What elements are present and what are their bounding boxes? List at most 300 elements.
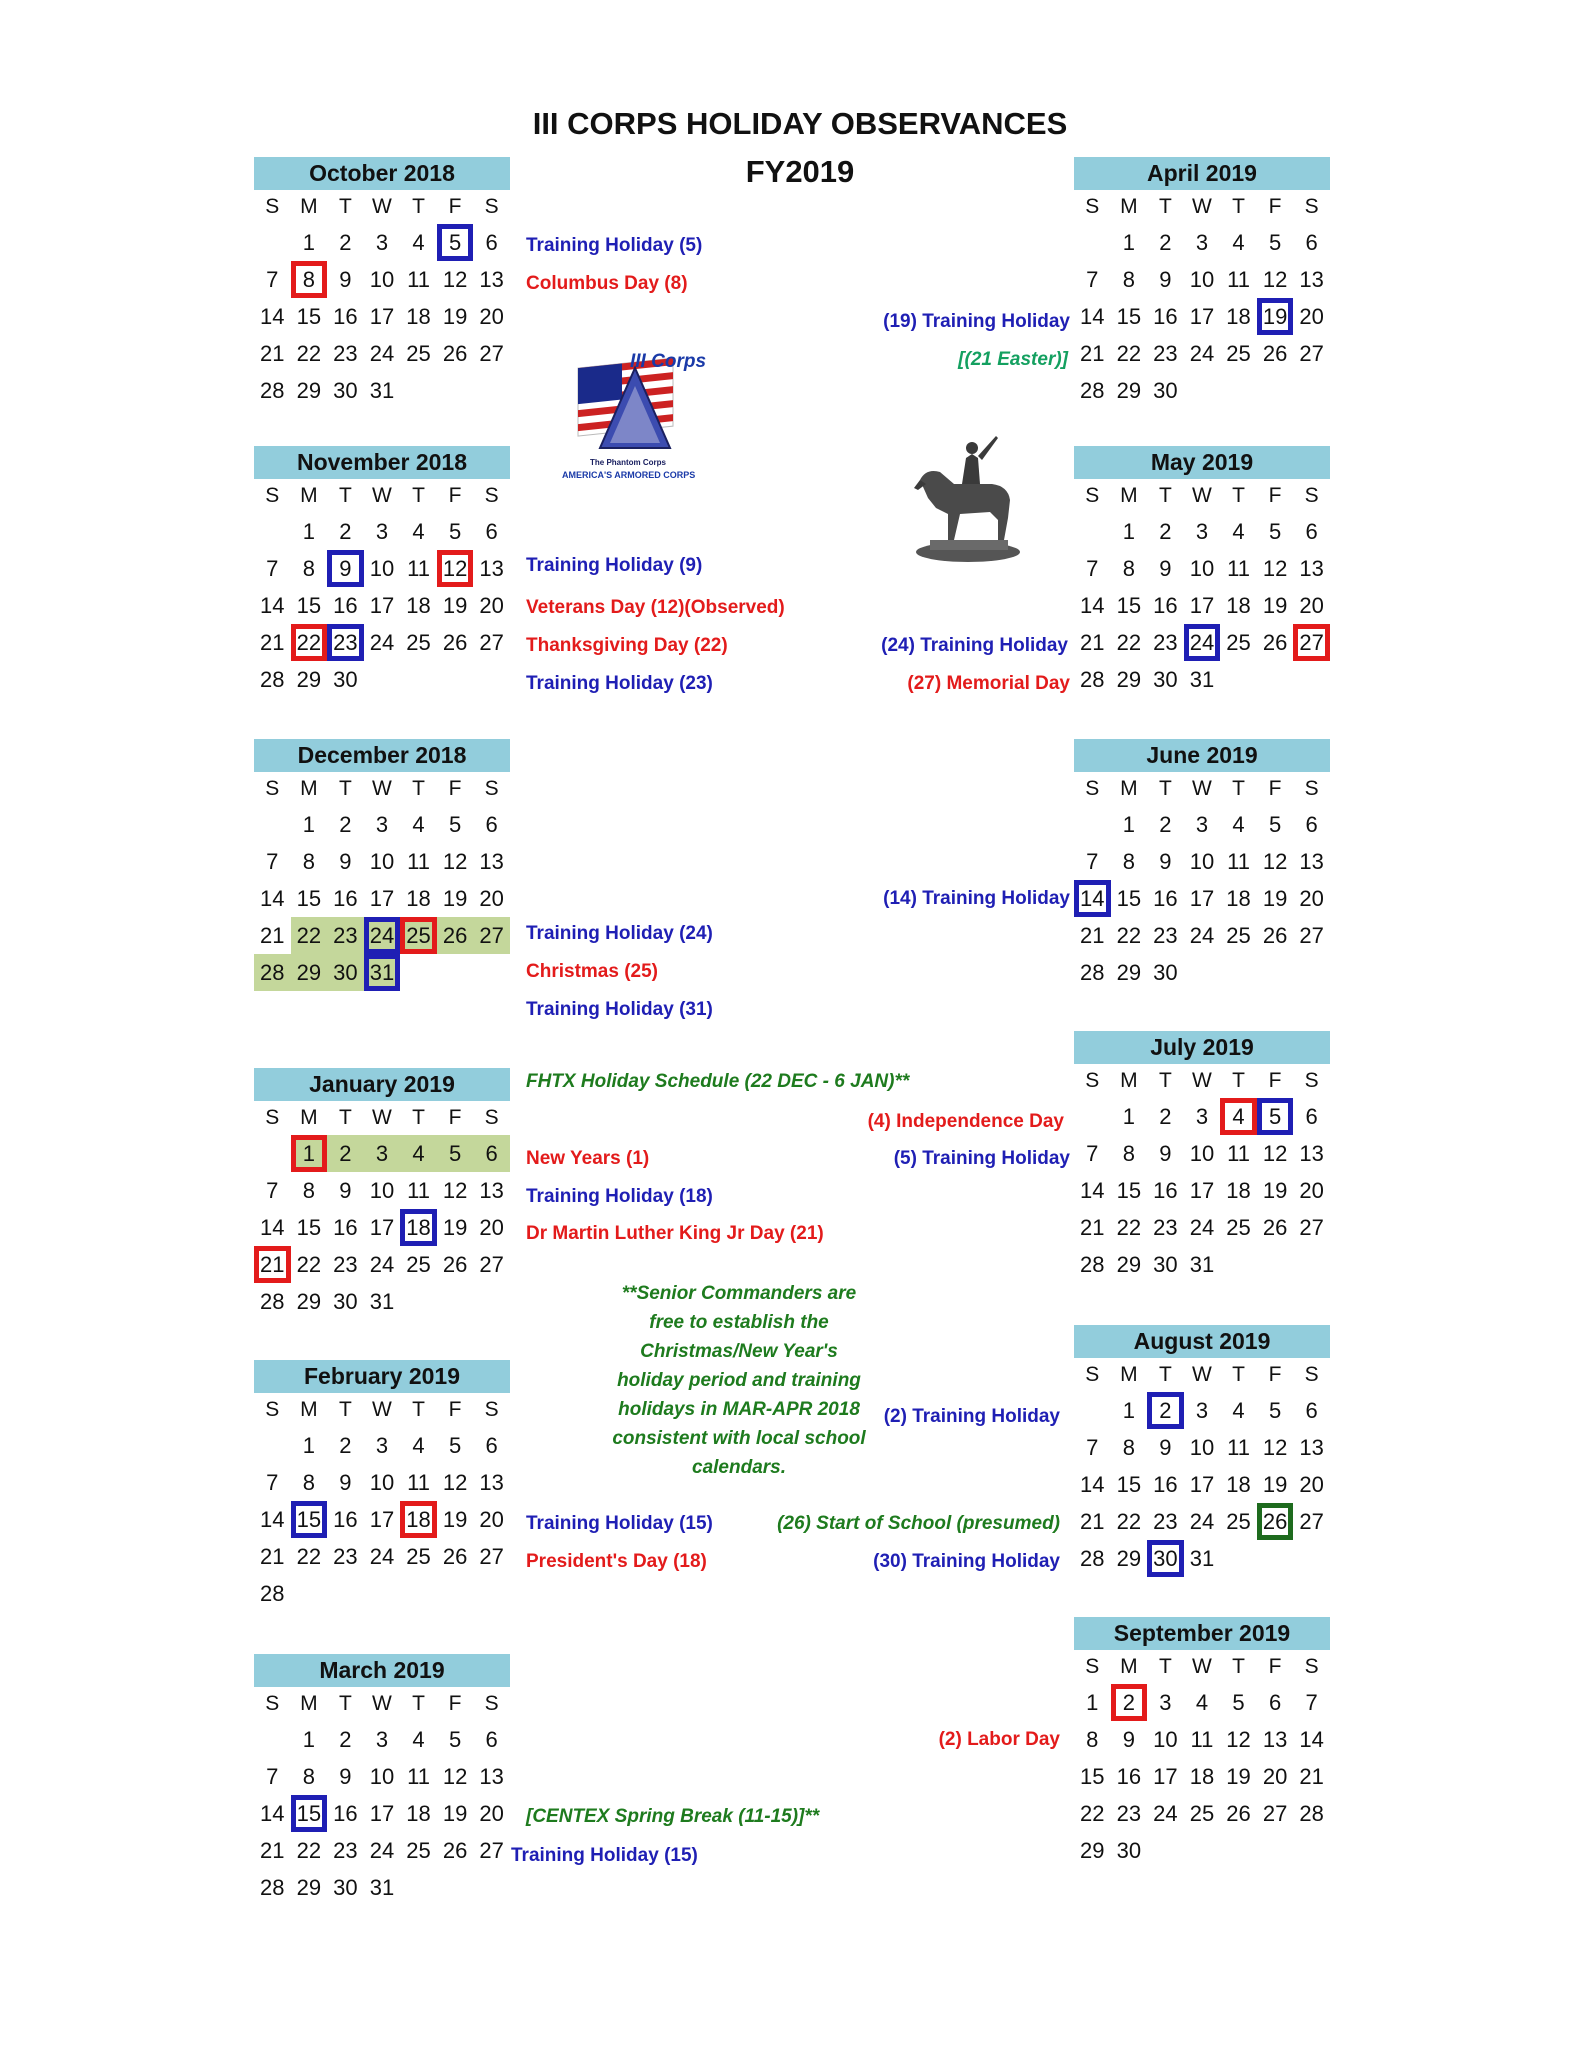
weekday-label: W xyxy=(1192,777,1212,800)
week-row xyxy=(254,880,510,917)
day-cell: 29 xyxy=(1080,1837,1105,1863)
weekday-label: T xyxy=(412,484,425,507)
senior-note-line: holiday period and training xyxy=(617,1370,861,1391)
week-row xyxy=(254,1464,510,1501)
day-cell: 10 xyxy=(369,1177,395,1203)
empty-day xyxy=(1220,1540,1257,1577)
week-row xyxy=(1074,624,1330,661)
weekday-label: S xyxy=(1304,1655,1319,1678)
day-cell: 23 xyxy=(1116,1800,1142,1826)
day-cell: 8 xyxy=(302,1177,315,1203)
day-cell: 6 xyxy=(1305,1397,1318,1423)
day-cell: 28 xyxy=(1080,666,1105,692)
day-cell: 25 xyxy=(1226,1214,1251,1240)
week-row xyxy=(1074,1684,1330,1721)
note-centex-spring-break: [CENTEX Spring Break (11-15)]** xyxy=(526,1806,820,1827)
day-cell: 23 xyxy=(327,917,364,954)
day-cell: 21 xyxy=(1080,1508,1105,1534)
day-cell: 21 xyxy=(260,1543,285,1569)
day-cell: 8 xyxy=(1122,1434,1135,1460)
day-cell: 12 xyxy=(1262,266,1288,292)
week-row xyxy=(1074,224,1330,261)
empty-day xyxy=(1293,1832,1330,1869)
senior-note-line: consistent with local school xyxy=(612,1428,866,1449)
day-cell: 29 xyxy=(291,954,328,991)
day-cell: 1 xyxy=(1086,1689,1099,1715)
calendar-april-2019 xyxy=(1074,157,1330,409)
day-cell: 5 xyxy=(437,224,474,261)
calendar-november-2018 xyxy=(254,446,510,698)
note-apr-training-holiday-19: (19) Training Holiday xyxy=(883,311,1070,332)
day-cell: 6 xyxy=(485,229,498,255)
day-cell: 22 xyxy=(291,624,328,661)
day-cell: 8 xyxy=(291,261,328,298)
weekday-row xyxy=(1074,1650,1330,1684)
fiscal-year-title: FY2019 xyxy=(745,154,855,189)
day-cell: 19 xyxy=(442,1800,468,1826)
day-cell: 22 xyxy=(1116,1508,1142,1534)
day-cell: 23 xyxy=(327,624,364,661)
day-cell: 19 xyxy=(442,1214,468,1240)
day-cell: 19 xyxy=(1262,592,1288,618)
weekday-label: T xyxy=(1232,195,1245,218)
month-header: November 2018 xyxy=(254,446,510,479)
day-cell: 14 xyxy=(1299,1726,1324,1752)
day-cell: 2 xyxy=(1159,229,1172,255)
empty-day xyxy=(254,806,291,843)
weekday-label: M xyxy=(1120,195,1138,218)
day-cell: 12 xyxy=(442,1469,468,1495)
day-cell: 3 xyxy=(1159,1689,1172,1715)
weekday-row xyxy=(1074,1358,1330,1392)
senior-commanders-note xyxy=(604,1279,874,1482)
week-row xyxy=(1074,1795,1330,1832)
weekday-label: F xyxy=(1268,195,1282,218)
day-cell: 21 xyxy=(1080,1214,1105,1240)
day-cell: 23 xyxy=(1153,340,1178,366)
day-cell: 9 xyxy=(1159,1434,1172,1460)
empty-day xyxy=(1293,1246,1330,1283)
week-row xyxy=(1074,513,1330,550)
day-cell: 16 xyxy=(1153,592,1178,618)
day-cell: 8 xyxy=(302,555,315,581)
day-cell: 28 xyxy=(1299,1800,1324,1826)
week-row xyxy=(1074,954,1330,991)
day-cell: 30 xyxy=(333,666,358,692)
day-cell: 14 xyxy=(260,303,285,329)
week-row xyxy=(1074,1135,1330,1172)
weekday-label: T xyxy=(1158,484,1172,507)
weekday-label: S xyxy=(484,1692,499,1715)
day-cell: 8 xyxy=(1122,1140,1135,1166)
day-cell: 18 xyxy=(406,303,431,329)
week-row xyxy=(254,224,510,261)
day-cell: 15 xyxy=(1116,1471,1142,1497)
week-row xyxy=(254,1758,510,1795)
calendar-august-2019 xyxy=(1074,1325,1330,1577)
day-cell: 27 xyxy=(479,340,504,366)
day-cell: 1 xyxy=(1122,1103,1135,1129)
day-cell: 19 xyxy=(442,1506,468,1532)
week-row xyxy=(1074,806,1330,843)
day-cell: 17 xyxy=(369,1506,395,1532)
empty-day xyxy=(1074,1392,1111,1429)
day-cell: 17 xyxy=(369,885,395,911)
day-cell: 22 xyxy=(296,1251,322,1277)
note-oct-training-holiday: Training Holiday (5) xyxy=(526,235,703,256)
week-row xyxy=(1074,1721,1330,1758)
day-cell: 15 xyxy=(291,1795,328,1832)
day-cell: 13 xyxy=(1299,1140,1324,1166)
note-mlk-day: Dr Martin Luther King Jr Day (21) xyxy=(526,1223,824,1244)
calendar-july-2019 xyxy=(1074,1031,1330,1283)
day-cell: 23 xyxy=(333,1543,358,1569)
day-cell: 11 xyxy=(1227,848,1250,874)
week-row xyxy=(1074,1832,1330,1869)
day-cell: 22 xyxy=(296,340,322,366)
day-cell: 27 xyxy=(479,1251,504,1277)
day-cell: 24 xyxy=(1189,1214,1215,1240)
day-cell: 4 xyxy=(400,1135,437,1172)
day-cell: 31 xyxy=(369,1874,395,1900)
weekday-label: F xyxy=(448,1106,462,1129)
day-cell: 24 xyxy=(369,1251,395,1277)
weekday-label: M xyxy=(1120,1655,1138,1678)
day-cell: 16 xyxy=(333,1506,358,1532)
day-cell: 28 xyxy=(260,1874,285,1900)
day-cell: 16 xyxy=(1153,1177,1178,1203)
day-cell: 26 xyxy=(1226,1800,1251,1826)
day-cell: 10 xyxy=(1189,1434,1215,1460)
note-may-training-holiday-24: (24) Training Holiday xyxy=(881,635,1068,656)
day-cell: 24 xyxy=(364,917,401,954)
note-aug-training-holiday-2: (2) Training Holiday xyxy=(883,1406,1060,1427)
day-cell: 6 xyxy=(1305,229,1318,255)
day-cell: 25 xyxy=(1226,629,1251,655)
day-cell: 1 xyxy=(1122,1397,1135,1423)
day-cell: 27 xyxy=(479,629,504,655)
weekday-row xyxy=(254,479,510,513)
day-cell: 9 xyxy=(1122,1726,1135,1752)
empty-day xyxy=(1293,372,1330,409)
day-cell: 18 xyxy=(1226,885,1251,911)
day-cell: 16 xyxy=(333,303,358,329)
day-cell: 28 xyxy=(1080,1545,1105,1571)
day-cell: 5 xyxy=(1268,229,1282,255)
week-row xyxy=(254,917,510,954)
day-cell: 10 xyxy=(1189,555,1215,581)
day-cell: 8 xyxy=(1122,555,1135,581)
month-header: September 2019 xyxy=(1074,1617,1330,1650)
weekday-label: S xyxy=(484,1106,499,1129)
day-cell: 12 xyxy=(437,550,474,587)
empty-day xyxy=(1257,1540,1294,1577)
day-cell: 19 xyxy=(1262,885,1288,911)
day-cell: 30 xyxy=(1147,1540,1184,1577)
day-cell: 3 xyxy=(1195,229,1209,255)
day-cell: 20 xyxy=(1299,303,1324,329)
weekday-label: W xyxy=(1192,1069,1212,1092)
day-cell: 26 xyxy=(442,1837,468,1863)
day-cell: 7 xyxy=(1086,555,1099,581)
weekday-label: T xyxy=(1158,777,1172,800)
month-header: October 2018 xyxy=(254,157,510,190)
day-cell: 14 xyxy=(1074,880,1111,917)
day-cell: 1 xyxy=(302,229,315,255)
day-cell: 7 xyxy=(266,1177,279,1203)
day-cell: 23 xyxy=(1153,922,1178,948)
day-cell: 3 xyxy=(1195,811,1209,837)
day-cell: 31 xyxy=(1189,1251,1215,1277)
month-header: January 2019 xyxy=(254,1068,510,1101)
week-row xyxy=(254,1427,510,1464)
note-jan-training-holiday-18: Training Holiday (18) xyxy=(526,1186,713,1207)
day-cell: 6 xyxy=(485,1432,498,1458)
day-cell: 27 xyxy=(1262,1800,1288,1826)
day-cell: 14 xyxy=(260,885,285,911)
weekday-label: T xyxy=(1232,484,1245,507)
day-cell: 27 xyxy=(1299,922,1324,948)
day-cell: 23 xyxy=(333,1251,358,1277)
empty-day xyxy=(1147,1832,1184,1869)
day-cell: 19 xyxy=(442,885,468,911)
empty-day xyxy=(400,372,437,409)
weekday-label: S xyxy=(484,777,499,800)
note-feb-training-holiday-15: Training Holiday (15) xyxy=(526,1513,713,1534)
day-cell: 27 xyxy=(1299,1508,1324,1534)
weekday-label: F xyxy=(448,1398,462,1421)
note-start-of-school: (26) Start of School (presumed) xyxy=(777,1513,1060,1534)
day-cell: 21 xyxy=(260,1837,285,1863)
weekday-label: W xyxy=(372,1692,392,1715)
empty-day xyxy=(254,1721,291,1758)
day-cell: 6 xyxy=(485,1726,498,1752)
day-cell: 27 xyxy=(1299,340,1324,366)
weekday-label: T xyxy=(412,195,425,218)
day-cell: 4 xyxy=(412,811,425,837)
weekday-label: F xyxy=(1268,777,1282,800)
empty-day xyxy=(1257,1246,1294,1283)
month-header: April 2019 xyxy=(1074,157,1330,190)
week-row xyxy=(254,1721,510,1758)
note-aug-training-holiday-30: (30) Training Holiday xyxy=(873,1551,1060,1572)
week-row xyxy=(254,806,510,843)
empty-day xyxy=(400,661,437,698)
day-cell: 26 xyxy=(1262,1214,1288,1240)
week-row xyxy=(1074,1503,1330,1540)
week-row xyxy=(1074,843,1330,880)
weekday-label: T xyxy=(412,777,425,800)
day-cell: 13 xyxy=(479,1469,504,1495)
weekday-label: M xyxy=(1120,484,1138,507)
weekday-label: M xyxy=(300,484,318,507)
week-row xyxy=(254,298,510,335)
week-row xyxy=(1074,335,1330,372)
empty-day xyxy=(1184,954,1221,991)
day-cell: 3 xyxy=(1195,518,1209,544)
day-cell: 27 xyxy=(479,1837,504,1863)
calendar-september-2019 xyxy=(1074,1617,1330,1869)
day-cell: 7 xyxy=(1086,1140,1099,1166)
week-row xyxy=(254,372,510,409)
day-cell: 26 xyxy=(442,1251,468,1277)
day-cell: 6 xyxy=(485,811,498,837)
day-cell: 4 xyxy=(1232,518,1245,544)
day-cell: 8 xyxy=(1086,1726,1099,1752)
calendar-march-2019 xyxy=(254,1654,510,1906)
day-cell: 12 xyxy=(442,1763,468,1789)
day-cell: 9 xyxy=(1159,555,1172,581)
week-row xyxy=(1074,372,1330,409)
week-row xyxy=(254,587,510,624)
note-fhtx-schedule: FHTX Holiday Schedule (22 DEC - 6 JAN)** xyxy=(526,1071,910,1092)
day-cell: 1 xyxy=(1122,518,1135,544)
day-cell: 30 xyxy=(1153,959,1178,985)
week-row xyxy=(1074,298,1330,335)
day-cell: 18 xyxy=(400,1501,437,1538)
weekday-row xyxy=(254,190,510,224)
day-cell: 15 xyxy=(1116,592,1142,618)
day-cell: 6 xyxy=(1305,811,1318,837)
day-cell: 14 xyxy=(260,1214,285,1240)
day-cell: 21 xyxy=(260,629,285,655)
day-cell: 9 xyxy=(339,1469,352,1495)
day-cell: 29 xyxy=(296,1288,322,1314)
empty-day xyxy=(291,1575,328,1612)
day-cell: 13 xyxy=(1299,555,1324,581)
weekday-label: M xyxy=(1120,1069,1138,1092)
week-row xyxy=(1074,1540,1330,1577)
day-cell: 4 xyxy=(412,518,425,544)
day-cell: 27 xyxy=(1299,1214,1324,1240)
day-cell: 2 xyxy=(1111,1684,1148,1721)
week-row xyxy=(1074,1466,1330,1503)
week-row xyxy=(254,1172,510,1209)
day-cell: 29 xyxy=(296,377,322,403)
day-cell: 7 xyxy=(1086,266,1099,292)
day-cell: 28 xyxy=(1080,377,1105,403)
note-nov-training-holiday-23: Training Holiday (23) xyxy=(526,673,713,694)
day-cell: 30 xyxy=(1116,1837,1142,1863)
day-cell: 18 xyxy=(406,592,431,618)
weekday-label: T xyxy=(412,1692,425,1715)
month-header: May 2019 xyxy=(1074,446,1330,479)
weekday-label: F xyxy=(448,777,462,800)
weekday-label: T xyxy=(338,777,352,800)
day-cell: 11 xyxy=(1227,1434,1250,1460)
day-cell: 1 xyxy=(302,518,315,544)
day-cell: 25 xyxy=(406,1251,431,1277)
day-cell: 18 xyxy=(1226,1471,1251,1497)
day-cell: 25 xyxy=(406,629,431,655)
empty-day xyxy=(1257,661,1294,698)
empty-day xyxy=(364,661,401,698)
weekday-label: T xyxy=(1232,777,1245,800)
weekday-label: W xyxy=(372,777,392,800)
day-cell: 10 xyxy=(1153,1726,1178,1752)
page-title: III CORPS HOLIDAY OBSERVANCES xyxy=(532,106,1068,141)
day-cell: 22 xyxy=(1116,629,1142,655)
day-cell: 1 xyxy=(1122,811,1135,837)
empty-day xyxy=(1293,954,1330,991)
day-cell: 17 xyxy=(1153,1763,1178,1789)
day-cell: 30 xyxy=(333,1874,358,1900)
weekday-row xyxy=(254,772,510,806)
day-cell: 13 xyxy=(1299,266,1324,292)
day-cell: 1 xyxy=(1122,229,1135,255)
day-cell: 24 xyxy=(369,629,395,655)
day-cell: 8 xyxy=(1122,848,1135,874)
month-header: July 2019 xyxy=(1074,1031,1330,1064)
day-cell: 14 xyxy=(1080,1177,1105,1203)
day-cell: 10 xyxy=(369,1763,395,1789)
week-row xyxy=(254,1135,510,1172)
day-cell: 17 xyxy=(1189,885,1215,911)
day-cell: 18 xyxy=(400,1209,437,1246)
weekday-label: M xyxy=(300,1398,318,1421)
day-cell: 21 xyxy=(1299,1763,1324,1789)
weekday-label: S xyxy=(1085,484,1100,507)
day-cell: 6 xyxy=(1268,1689,1282,1715)
day-cell: 16 xyxy=(1153,885,1178,911)
note-easter: [(21 Easter)] xyxy=(958,349,1068,370)
day-cell: 2 xyxy=(327,1135,364,1172)
day-cell: 30 xyxy=(333,377,358,403)
weekday-row xyxy=(1074,479,1330,513)
empty-day xyxy=(437,1283,474,1320)
weekday-label: S xyxy=(1304,484,1319,507)
day-cell: 16 xyxy=(1153,303,1178,329)
day-cell: 15 xyxy=(1116,303,1142,329)
week-row xyxy=(254,1501,510,1538)
day-cell: 24 xyxy=(1189,1508,1215,1534)
senior-note-line: holidays in MAR-APR 2018 xyxy=(618,1399,860,1420)
day-cell: 22 xyxy=(1116,340,1142,366)
day-cell: 14 xyxy=(1080,1471,1105,1497)
day-cell: 11 xyxy=(1227,1140,1250,1166)
day-cell: 20 xyxy=(1299,1177,1324,1203)
cavalry-statue-image xyxy=(900,428,1030,564)
day-cell: 10 xyxy=(1189,848,1215,874)
day-cell: 21 xyxy=(260,922,285,948)
day-cell: 11 xyxy=(407,848,430,874)
weekday-label: F xyxy=(1268,1363,1282,1386)
month-header: June 2019 xyxy=(1074,739,1330,772)
senior-note-line: free to establish the xyxy=(649,1312,829,1333)
note-dec-training-holiday-24: Training Holiday (24) xyxy=(526,923,713,944)
day-cell: 8 xyxy=(302,1763,315,1789)
week-row xyxy=(254,1246,510,1283)
day-cell: 4 xyxy=(412,229,425,255)
week-row xyxy=(254,1869,510,1906)
day-cell: 9 xyxy=(1159,848,1172,874)
day-cell: 30 xyxy=(1153,377,1178,403)
day-cell: 23 xyxy=(1153,1214,1178,1240)
day-cell: 21 xyxy=(260,340,285,366)
week-row xyxy=(254,1832,510,1869)
day-cell: 2 xyxy=(339,811,352,837)
day-cell: 20 xyxy=(479,592,504,618)
weekday-label: T xyxy=(1158,1363,1172,1386)
day-cell: 11 xyxy=(1190,1726,1214,1752)
week-row xyxy=(1074,1209,1330,1246)
month-header: February 2019 xyxy=(254,1360,510,1393)
day-cell: 6 xyxy=(485,518,498,544)
week-row xyxy=(254,1209,510,1246)
empty-day xyxy=(1074,224,1111,261)
day-cell: 11 xyxy=(407,1469,430,1495)
day-cell: 7 xyxy=(266,266,279,292)
